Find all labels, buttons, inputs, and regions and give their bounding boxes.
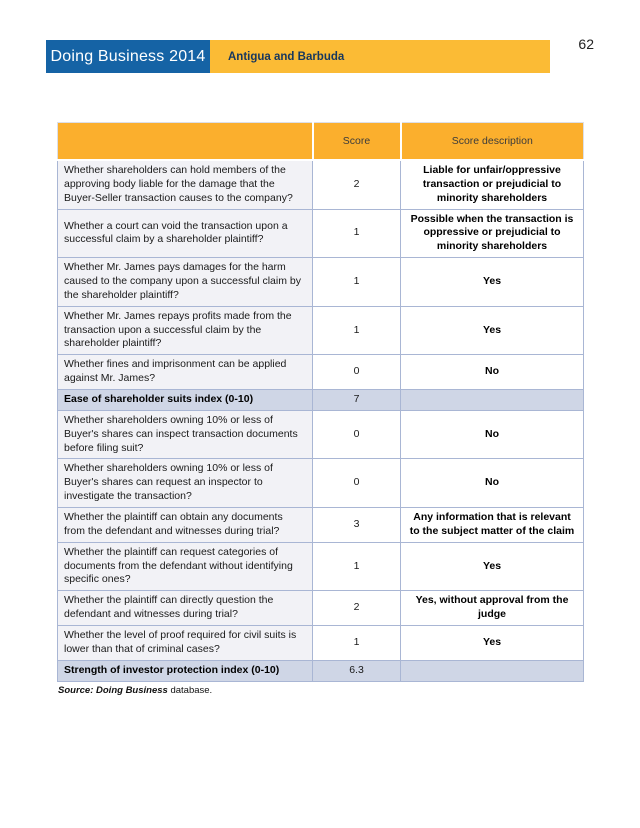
scores-table	[57, 122, 584, 682]
table-header-row	[58, 123, 584, 161]
question-cell: Whether shareholders owning 10% or less of Buyer's shares can inspect transaction documents before filing suit?	[58, 410, 313, 459]
description-cell	[401, 390, 584, 411]
table-row	[58, 160, 584, 209]
table-row	[58, 306, 584, 355]
description-cell: Yes	[401, 306, 584, 355]
description-cell: Liable for unfair/oppressive transaction or prejudicial to minority shareholders	[401, 160, 584, 209]
description-cell: No	[401, 355, 584, 390]
description-cell: Yes	[401, 626, 584, 661]
score-cell: 0	[313, 355, 401, 390]
table-row	[58, 209, 584, 258]
score-cell: 2	[313, 160, 401, 209]
score-cell: 1	[313, 209, 401, 258]
index-score-cell: 7	[313, 390, 401, 411]
page-number: 62	[578, 36, 594, 52]
question-cell: Whether the plaintiff can request categories of documents from the defendant without identifying specific ones?	[58, 542, 313, 591]
question-cell: Whether the level of proof required for civil suits is lower than that of criminal cases?	[58, 626, 313, 661]
country-name: Antigua and Barbuda	[210, 40, 550, 73]
table-row	[58, 591, 584, 626]
score-cell: 2	[313, 591, 401, 626]
question-cell: Whether Mr. James pays damages for the harm caused to the company upon a successful claim by the shareholder plaintiff?	[58, 258, 313, 307]
question-cell: Whether fines and imprisonment can be applied against Mr. James?	[58, 355, 313, 390]
table-row	[58, 355, 584, 390]
index-summary-row	[58, 660, 584, 681]
index-label-cell: Strength of investor protection index (0-10)	[58, 660, 313, 681]
header-banner	[46, 40, 550, 73]
table-row	[58, 410, 584, 459]
scores-table-container	[57, 122, 583, 696]
question-cell: Whether shareholders owning 10% or less of Buyer's shares can request an inspector to investigate the transaction?	[58, 459, 313, 508]
question-cell: Whether shareholders can hold members of the approving body liable for the damage that the Buyer-Seller transaction causes to the company?	[58, 160, 313, 209]
description-cell: Any information that is relevant to the subject matter of the claim	[401, 508, 584, 543]
score-cell: 1	[313, 542, 401, 591]
description-cell: Yes	[401, 258, 584, 307]
score-cell: 0	[313, 459, 401, 508]
description-cell	[401, 660, 584, 681]
score-cell: 0	[313, 410, 401, 459]
question-cell: Whether the plaintiff can obtain any documents from the defendant and witnesses during trial?	[58, 508, 313, 543]
header-question	[58, 123, 313, 161]
source-note	[57, 685, 583, 696]
source-label: Source:	[58, 684, 97, 696]
header-score: Score	[313, 123, 401, 161]
score-cell: 1	[313, 626, 401, 661]
source-database-name: Doing Business	[96, 684, 168, 696]
question-cell: Whether the plaintiff can directly question the defendant and witnesses during trial?	[58, 591, 313, 626]
source-suffix: database.	[167, 684, 213, 696]
index-summary-row	[58, 390, 584, 411]
score-cell: 1	[313, 306, 401, 355]
question-cell: Whether a court can void the transaction upon a successful claim by a shareholder plaintiff?	[58, 209, 313, 258]
description-cell: No	[401, 410, 584, 459]
description-cell: Yes	[401, 542, 584, 591]
index-score-cell: 6.3	[313, 660, 401, 681]
question-cell: Whether Mr. James repays profits made from the transaction upon a successful claim by the shareholder plaintiff?	[58, 306, 313, 355]
report-title: Doing Business 2014	[46, 40, 210, 73]
header-score-description: Score description	[401, 123, 584, 161]
table-row	[58, 459, 584, 508]
table-row	[58, 626, 584, 661]
index-label-cell: Ease of shareholder suits index (0-10)	[58, 390, 313, 411]
description-cell: Possible when the transaction is oppressive or prejudicial to minority shareholders	[401, 209, 584, 258]
table-row	[58, 542, 584, 591]
description-cell: No	[401, 459, 584, 508]
table-row	[58, 258, 584, 307]
description-cell: Yes, without approval from the judge	[401, 591, 584, 626]
score-cell: 1	[313, 258, 401, 307]
score-cell: 3	[313, 508, 401, 543]
table-row	[58, 508, 584, 543]
